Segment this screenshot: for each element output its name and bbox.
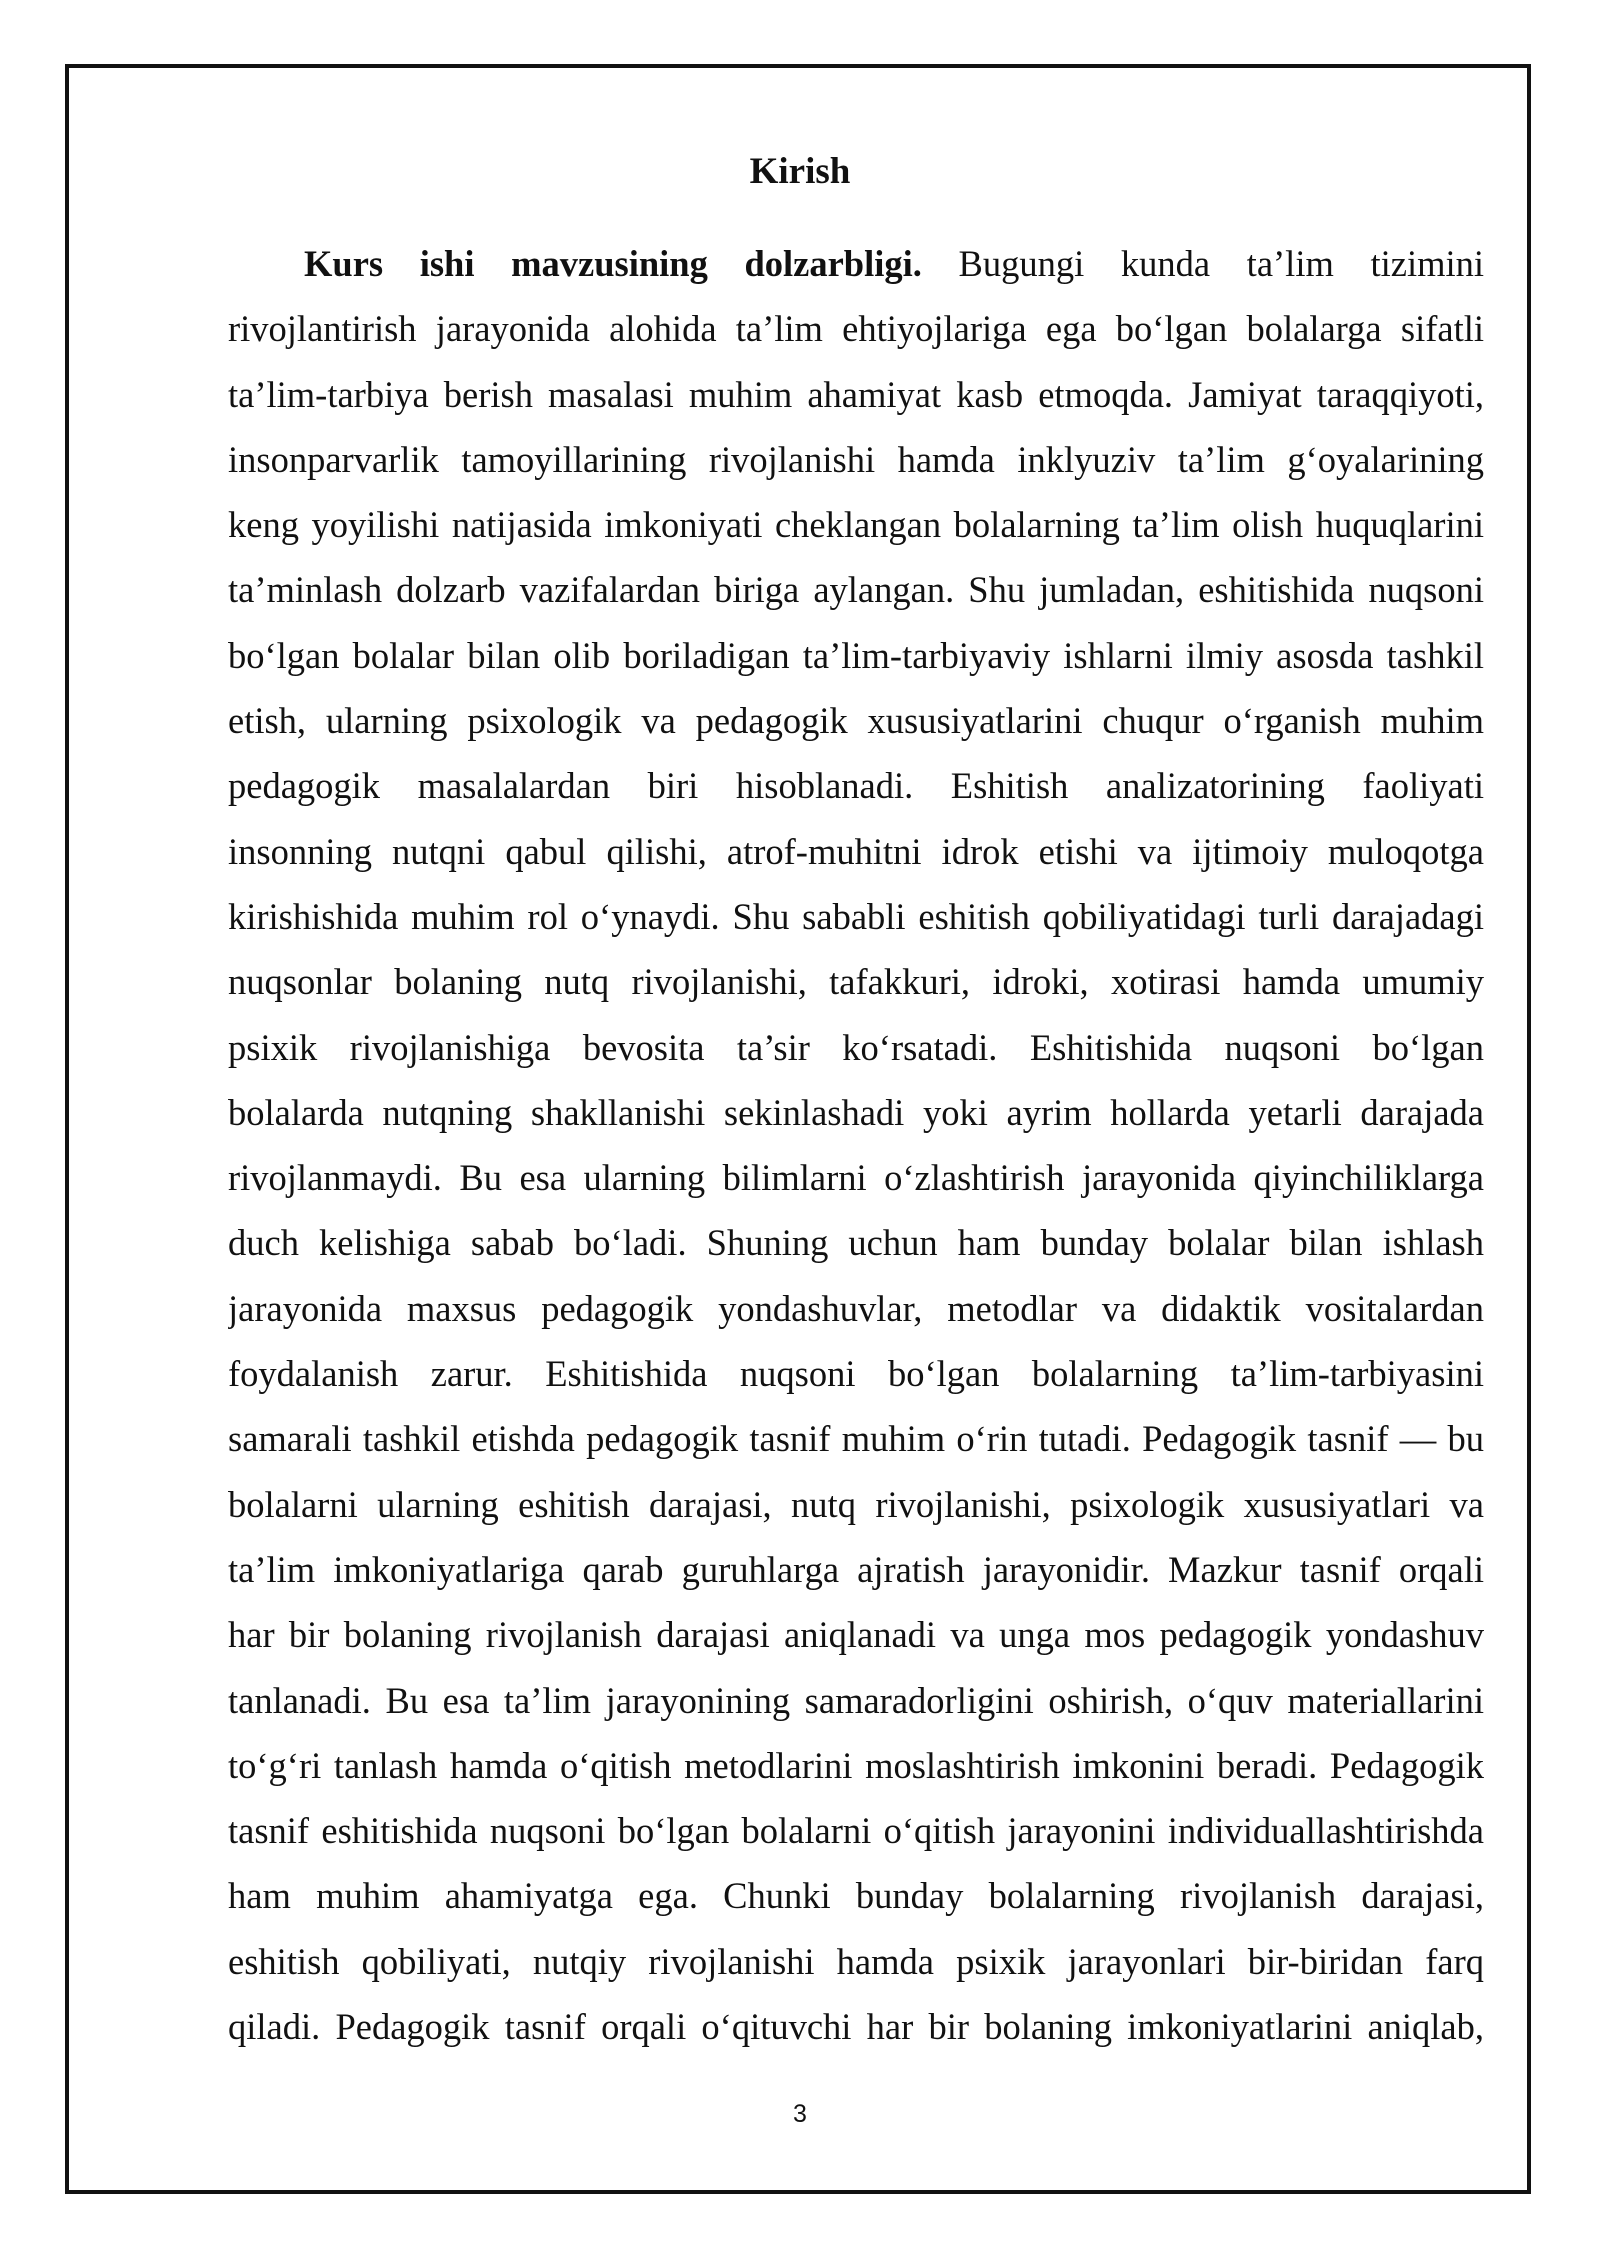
paragraph-lead: Kurs ishi mavzusining dolzarbligi. [304, 243, 922, 284]
text-line: jarayonida maxsus pedagogik yondashuvlar, metodlar va didaktik vositalardan [228, 1287, 1484, 1329]
paragraph-first-line [228, 231, 1484, 296]
text-line: eshitish qobiliyati, nutqiy rivojlanishi hamda psixik jarayonlari bir-biridan farq [228, 1940, 1484, 1982]
text-line: bo‘lgan bolalar bilan olib boriladigan ta’lim-tarbiyaviy ishlarni ilmiy asosda tashkil [228, 634, 1484, 676]
text-line: to‘g‘ri tanlash hamda o‘qitish metodlarini moslashtirish imkonini beradi. Pedagogik [228, 1744, 1484, 1786]
text-line: tanlanadi. Bu esa ta’lim jarayonining samaradorligini oshirish, o‘quv materiallarini [228, 1679, 1484, 1721]
text-line: qiladi. Pedagogik tasnif orqali o‘qituvchi har bir bolaning imkoniyatlarini aniqlab, [228, 2006, 1484, 2048]
text-line: keng yoyilishi natijasida imkoniyati cheklangan bolalarning ta’lim olish huquqlarini [228, 504, 1484, 546]
text-line: tasnif eshitishida nuqsoni bo‘lgan bolalarni o‘qitish jarayonini individuallashtirishda [228, 1810, 1484, 1852]
first-line-text: Bugungi kunda ta’lim tizimini [921, 243, 1484, 284]
text-line: etish, ularning psixologik va pedagogik xususiyatlarini chuqur o‘rganish muhim [228, 700, 1484, 742]
text-line: ta’lim-tarbiya berish masalasi muhim ahamiyat kasb etmoqda. Jamiyat taraqqiyoti, [228, 373, 1484, 415]
body-paragraph [228, 231, 1484, 2059]
text-line: insonparvarlik tamoyillarining rivojlanishi hamda inklyuziv ta’lim g‘oyalarining [228, 438, 1484, 480]
text-line: pedagogik masalalardan biri hisoblanadi. Eshitish analizatorining faoliyati [228, 765, 1484, 807]
text-line: rivojlanmaydi. Bu esa ularning bilimlarni o‘zlashtirish jarayonida qiyinchiliklarga [228, 1157, 1484, 1199]
text-line: ham muhim ahamiyatga ega. Chunki bunday bolalarning rivojlanish darajasi, [228, 1875, 1484, 1917]
text-line: bolalarni ularning eshitish darajasi, nutq rivojlanishi, psixologik xususiyatlari va [228, 1483, 1484, 1525]
text-line: nuqsonlar bolaning nutq rivojlanishi, tafakkuri, idroki, xotirasi hamda umumiy [228, 961, 1484, 1003]
text-line: rivojlantirish jarayonida alohida ta’lim ehtiyojlariga ega bo‘lgan bolalarga sifatli [228, 308, 1484, 350]
text-line: bolalarda nutqning shakllanishi sekinlashadi yoki ayrim hollarda yetarli darajada [228, 1091, 1484, 1133]
text-line: har bir bolaning rivojlanish darajasi aniqlanadi va unga mos pedagogik yondashuv [228, 1614, 1484, 1656]
text-line: kirishishida muhim rol o‘ynaydi. Shu sababli eshitish qobiliyatidagi turli darajadagi [228, 895, 1484, 937]
section-heading: Kirish [749, 151, 851, 192]
page-number: 3 [793, 2100, 807, 2128]
text-line: ta’lim imkoniyatlariga qarab guruhlarga ajratish jarayonidir. Mazkur tasnif orqali [228, 1548, 1484, 1590]
text-line: ta’minlash dolzarb vazifalardan biriga aylangan. Shu jumladan, eshitishida nuqsoni [228, 569, 1484, 611]
text-line: samarali tashkil etishda pedagogik tasnif muhim o‘rin tutadi. Pedagogik tasnif — bu [228, 1418, 1484, 1460]
text-line: psixik rivojlanishiga bevosita ta’sir ko‘rsatadi. Eshitishida nuqsoni bo‘lgan [228, 1026, 1484, 1068]
text-line: duch kelishiga sabab bo‘ladi. Shuning uchun ham bunday bolalar bilan ishlash [228, 1222, 1484, 1264]
text-line: foydalanish zarur. Eshitishida nuqsoni bo‘lgan bolalarning ta’lim-tarbiyasini [228, 1353, 1484, 1395]
text-line: insonning nutqni qabul qilishi, atrof-muhitni idrok etishi va ijtimoiy muloqotga [228, 830, 1484, 872]
